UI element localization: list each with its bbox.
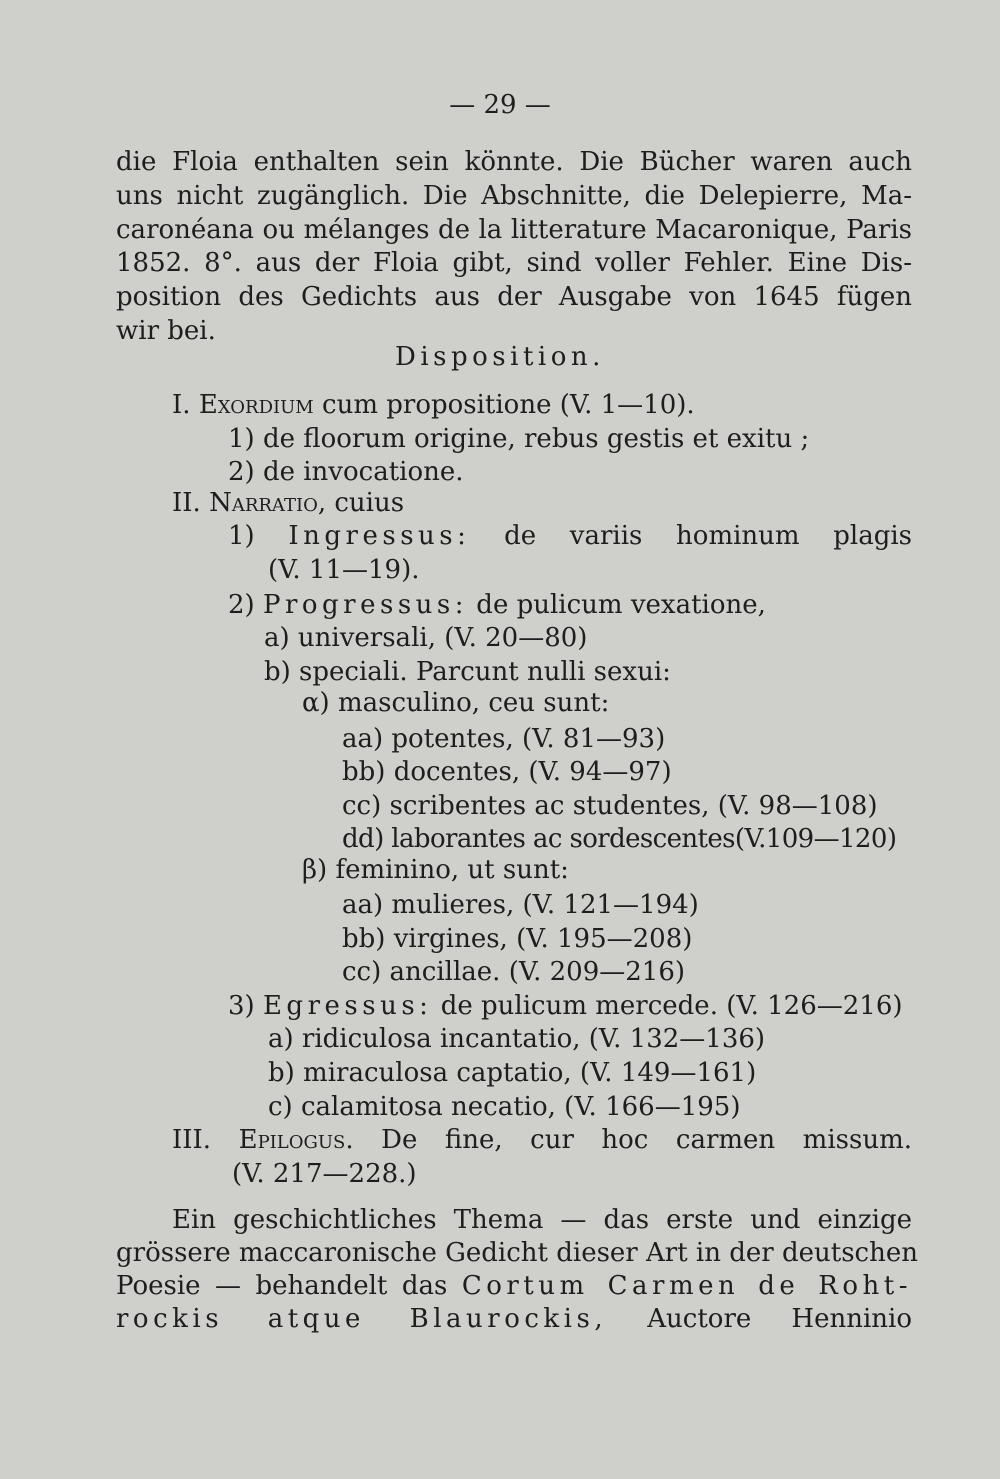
intro-line-4: 1852. 8°. aus der Floia gibt, sind voller Fehler. Eine Dis-	[116, 248, 912, 278]
closing-text: Poesie — behandelt das	[116, 1271, 462, 1301]
outline-caps: Narratio,	[209, 488, 327, 518]
outline-line: bb) virgines, (V. 195—208)	[342, 924, 693, 954]
closing-spaced: rockis atque Blaurockis,	[116, 1304, 608, 1334]
outline-numeral: 1)	[228, 521, 255, 551]
intro-line-5: position des Gedichts aus der Ausgabe von 1645 fügen	[116, 282, 912, 312]
outline-text: de pulicum vexatione,	[468, 590, 766, 620]
outline-text: de pulicum mercede. (V. 126—216)	[432, 991, 903, 1021]
intro-line-2: uns nicht zugänglich. Die Abschnitte, die Delepierre, Ma-	[116, 181, 912, 211]
closing-line-4	[116, 1302, 912, 1336]
outline-numeral: 3)	[228, 991, 255, 1021]
outline-narratio	[172, 486, 404, 520]
page-number: — 29 —	[449, 90, 551, 120]
outline-caps: Epilogus.	[238, 1125, 354, 1155]
outline-line: α) masculino, ceu sunt:	[302, 688, 610, 718]
closing-spaced: Cortum Carmen de Roht-	[461, 1271, 912, 1301]
outline-line: dd) laborantes ac sordescentes(V.109—120)	[342, 824, 897, 854]
outline-line: cc) ancillae. (V. 209—216)	[342, 957, 686, 987]
outline-spaced: Ingressus:	[288, 521, 471, 551]
outline-egressus	[228, 989, 903, 1023]
outline-spaced: Progressus:	[262, 590, 469, 620]
outline-numeral: II.	[172, 488, 201, 518]
outline-spaced: Egressus:	[262, 991, 433, 1021]
disposition-heading: Disposition.	[395, 342, 605, 372]
outline-line: aa) potentes, (V. 81—93)	[342, 724, 666, 754]
outline-text: De fine, cur hoc carmen missum.	[353, 1125, 912, 1155]
outline-line: a) universali, (V. 20—80)	[264, 623, 588, 653]
outline-ingressus	[228, 519, 912, 553]
outline-caps: Exordium	[198, 390, 314, 420]
outline-line: (V. 11—19).	[268, 555, 420, 585]
closing-text: Auctore Henninio	[607, 1304, 912, 1334]
outline-progressus	[228, 588, 766, 622]
outline-line: c) calamitosa necatio, (V. 166—195)	[268, 1092, 741, 1122]
outline-numeral: III.	[172, 1125, 212, 1155]
outline-numeral: I.	[172, 390, 191, 420]
intro-line-1: die Floia enthalten sein könnte. Die Bücher waren auch	[116, 147, 912, 177]
intro-line-3: caronéana ou mélanges de la litterature Macaronique, Paris	[116, 215, 912, 245]
closing-line-2: grössere maccaronische Gedicht dieser Art in der deutschen	[116, 1238, 918, 1268]
outline-text: de variis hominum plagis	[470, 521, 912, 551]
closing-line-1: Ein geschichtliches Thema — das erste und einzige	[172, 1205, 912, 1235]
outline-line: 2) de invocatione.	[228, 457, 464, 487]
outline-line: β) feminino, ut sunt:	[302, 855, 569, 885]
outline-line: b) miraculosa captatio, (V. 149—161)	[268, 1058, 757, 1088]
outline-epilogus	[172, 1123, 912, 1157]
closing-line-3	[116, 1269, 912, 1303]
outline-line: (V. 217—228.)	[232, 1159, 417, 1189]
outline-exordium	[172, 388, 695, 422]
outline-line: aa) mulieres, (V. 121—194)	[342, 890, 699, 920]
outline-text: cuius	[326, 488, 405, 518]
outline-line: cc) scribentes ac studentes, (V. 98—108)	[342, 791, 878, 821]
outline-numeral: 2)	[228, 590, 255, 620]
outline-line: b) speciali. Parcunt nulli sexui:	[264, 657, 671, 687]
outline-line: 1) de floorum origine, rebus gestis et exitu ;	[228, 424, 810, 454]
outline-line: bb) docentes, (V. 94—97)	[342, 757, 672, 787]
intro-line-6: wir bei.	[116, 316, 216, 346]
outline-line: a) ridiculosa incantatio, (V. 132—136)	[268, 1024, 766, 1054]
outline-text: cum propositione (V. 1—10).	[313, 390, 695, 420]
